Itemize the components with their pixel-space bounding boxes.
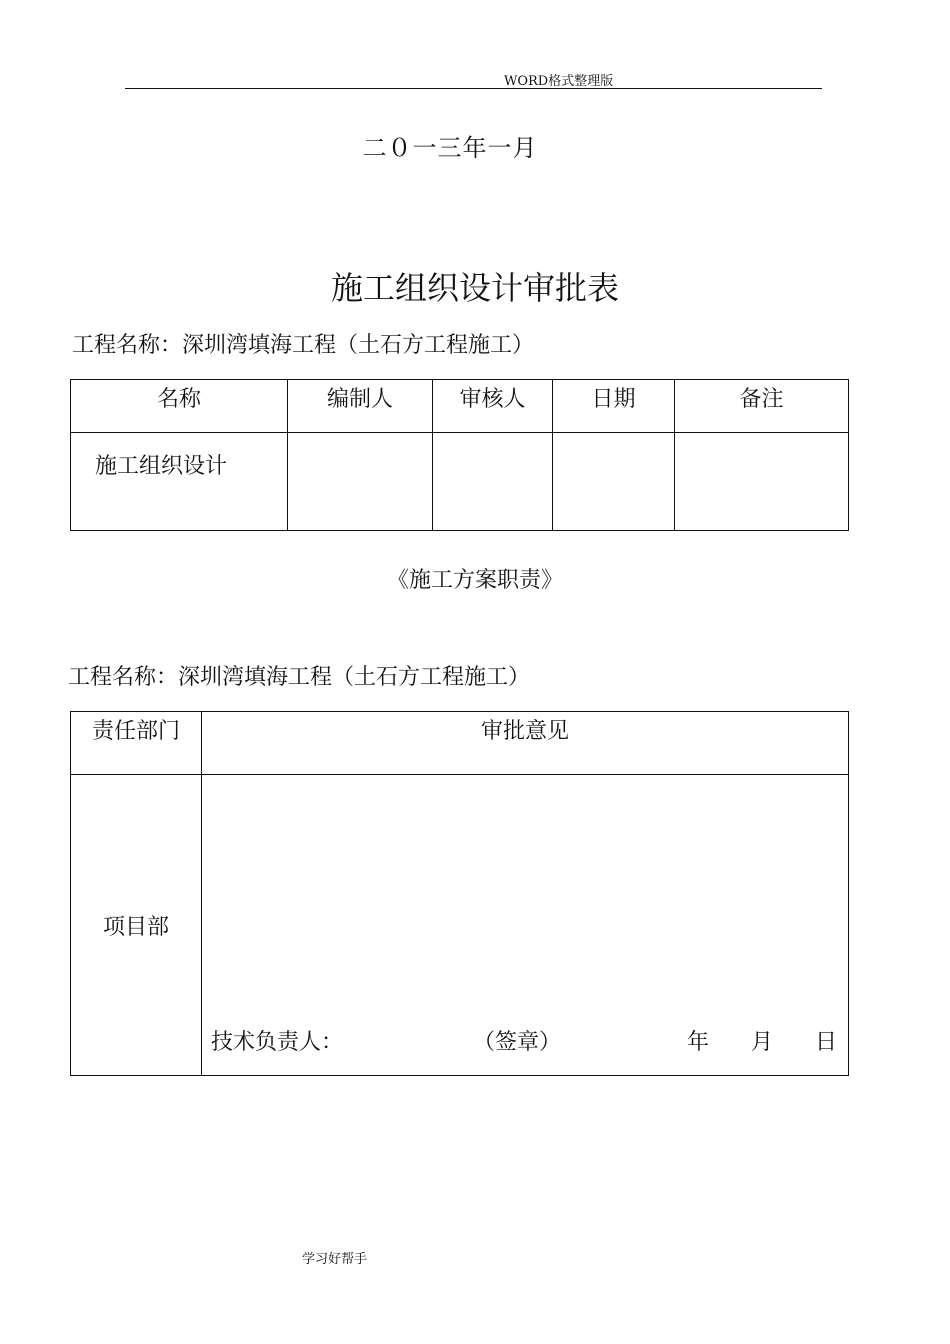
document-date: 二０一三年一月 [362,134,538,162]
approval-table-header-row [71,380,849,433]
responsibility-table-header-row [71,712,849,775]
day-label: 日 [815,1030,838,1055]
row-compiler-cell [288,433,433,531]
header-reviewer-cell: 审核人 [433,380,553,433]
project-name-line-2: 工程名称：深圳湾填海工程（土石方工程施工） [68,665,531,690]
approval-opinion-cell [202,775,849,1076]
signature-row [211,1025,839,1055]
responsibility-table [70,711,849,1076]
project-name-line-1: 工程名称：深圳湾填海工程（土石方工程施工） [72,333,535,358]
header-compiler-cell: 编制人 [288,380,433,433]
seal-label: （签章） [473,1030,562,1055]
row-name-cell: 施工组织设计 [71,433,288,531]
approval-table [70,379,849,531]
document-title: 施工组织设计审批表 [330,269,619,307]
row-remarks-cell [675,433,849,531]
table-row [71,775,849,1076]
section-title: 《施工方案职责》 [386,568,563,593]
row-date-cell [553,433,675,531]
header-divider [125,88,822,89]
page-footer-text: 学习好帮手 [302,1252,368,1267]
header-department-cell: 责任部门 [71,712,202,775]
header-opinion-cell: 审批意见 [202,712,849,775]
department-cell: 项目部 [71,775,202,1076]
month-label: 月 [751,1030,774,1055]
year-label: 年 [687,1030,710,1055]
row-reviewer-cell [433,433,553,531]
header-name-cell: 名称 [71,380,288,433]
technical-lead-label: 技术负责人： [211,1030,344,1055]
header-date-cell: 日期 [553,380,675,433]
page-header-text: WORD格式整理版 [504,74,614,89]
table-row [71,433,849,531]
header-remarks-cell: 备注 [675,380,849,433]
